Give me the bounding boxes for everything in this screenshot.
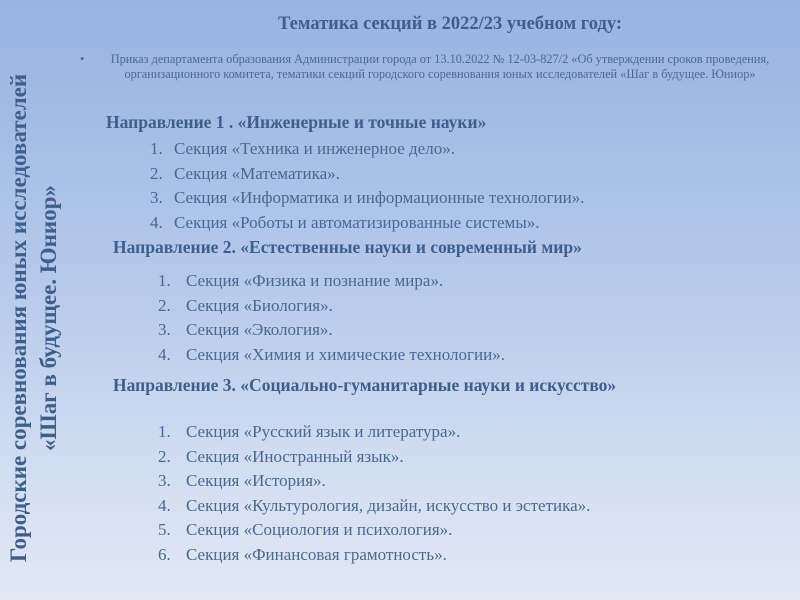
bullet-icon: • xyxy=(80,52,85,66)
list-item: 1. Секция «Техника и инженерное дело». xyxy=(150,139,455,158)
list-item: 3. Секция «История». xyxy=(158,471,326,490)
side-title xyxy=(4,38,84,598)
order-text: Приказ департамента образования Администрации города от 13.10.2022 № 12-03-827/2 «Об утверждении сроков проведения, организационного комитета, тематики секций городского соревнования юных исследователей «Шаг в будущее. Юниор» xyxy=(110,52,770,81)
direction-2-heading: Направление 2. «Естественные науки и современный мир» xyxy=(113,237,582,257)
list-item: 5. Секция «Социология и психология». xyxy=(158,520,453,539)
side-title-line1: Городские соревнования юных исследователей xyxy=(6,73,31,563)
list-item: 1. Секция «Русский язык и литература». xyxy=(158,422,461,441)
list-item: 6. Секция «Финансовая грамотность». xyxy=(158,544,447,564)
list-item: 4. Секция «Культурология, дизайн, искусство и эстетика». xyxy=(158,495,591,515)
order-reference xyxy=(80,52,780,82)
direction-3-sections xyxy=(158,420,590,567)
list-item: 4. Секция «Химия и химические технологии». xyxy=(158,344,505,364)
list-item: 2. Секция «Биология». xyxy=(158,295,333,315)
list-item: 4. Секция «Роботы и автоматизированные системы». xyxy=(150,212,540,232)
page-title: Тематика секций в 2022/23 учебном году: xyxy=(278,14,622,34)
list-item: 2. Секция «Иностранный язык». xyxy=(158,446,404,466)
list-item: 1. Секция «Физика и познание мира». xyxy=(158,271,444,290)
direction-1-sections xyxy=(150,137,584,235)
list-item: 3. Секция «Информатика и информационные технологии». xyxy=(150,188,585,207)
list-item: 3. Секция «Экология». xyxy=(158,320,333,339)
direction-3-heading: Направление 3. «Социально-гуманитарные науки и искусство» xyxy=(113,375,617,395)
list-item: 2. Секция «Математика». xyxy=(150,163,340,183)
direction-1-heading: Направление 1 . «Инженерные и точные науки» xyxy=(106,112,487,132)
direction-2-sections xyxy=(158,269,505,367)
side-title-line2: «Шаг в будущее. Юниор» xyxy=(36,185,61,451)
